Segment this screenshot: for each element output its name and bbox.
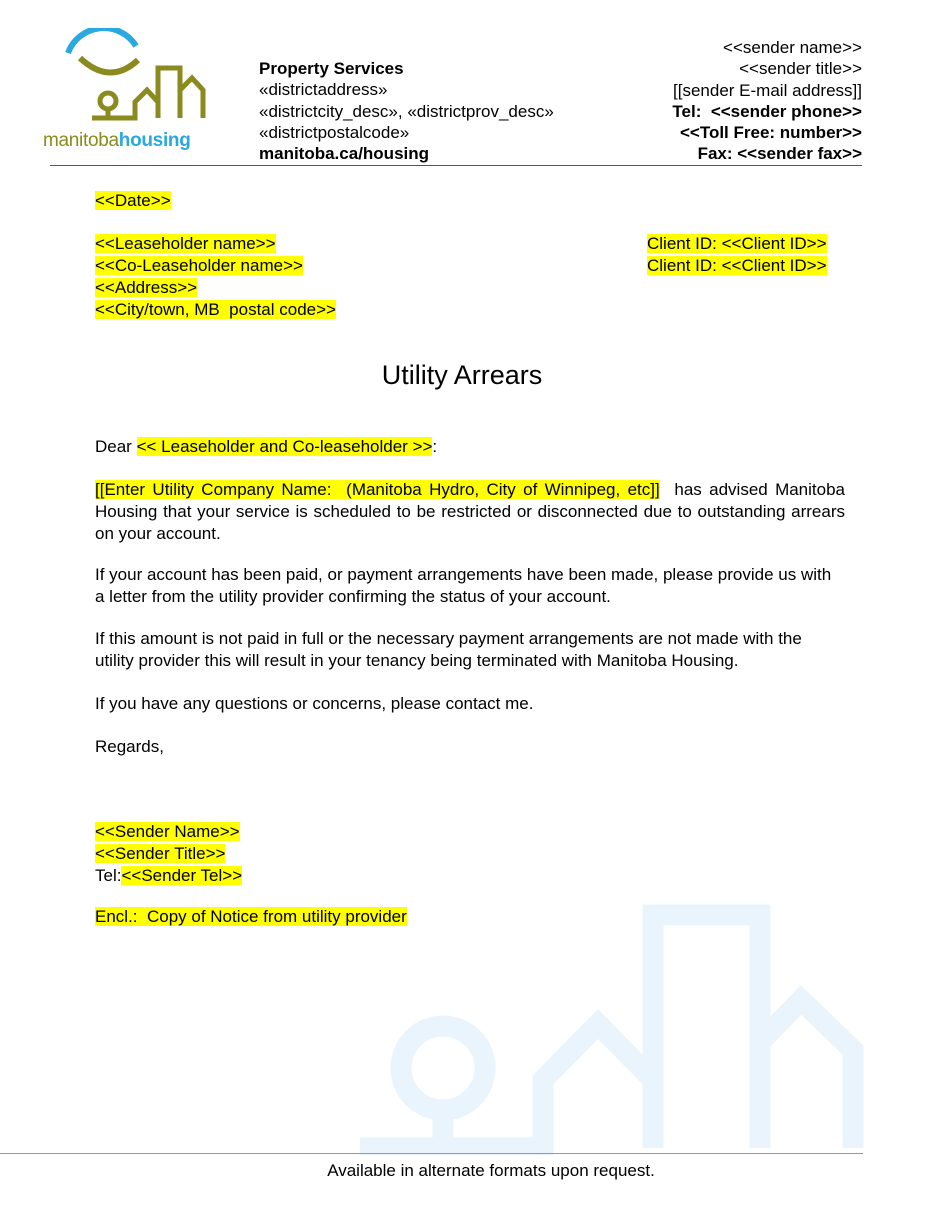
client-id: Client ID: <<Client ID>> — [647, 256, 827, 275]
recipient-city: <<City/town, MB postal code>> — [95, 300, 336, 319]
footer-divider — [0, 1153, 863, 1154]
tel-label: Tel: — [95, 866, 122, 885]
salutation — [95, 436, 845, 458]
paragraph-1 — [95, 479, 850, 545]
letter-title: Utility Arrears — [381, 360, 543, 390]
header-divider — [50, 165, 862, 166]
closing: Regards, — [95, 737, 164, 756]
sender-name-header: <<sender name>> — [723, 38, 862, 57]
sender-name: <<Sender Name>> — [95, 822, 240, 841]
date-field: <<Date>> — [95, 191, 171, 210]
client-id-block — [647, 233, 827, 277]
sender-tel: <<Sender Tel>> — [121, 866, 243, 885]
address-line: «districtcity_desc», «districtprov_desc» — [259, 101, 554, 121]
client-id: Client ID: <<Client ID>> — [647, 234, 827, 253]
sender-title: <<Sender Title>> — [95, 844, 226, 863]
paragraph-3: If this amount is not paid in full or the necessary payment arrangements are not made with the utility provider this will result in your tenancy being terminated with Manitoba Housing. — [95, 629, 802, 670]
housing-watermark-icon — [360, 880, 870, 1155]
footer-text: Available in alternate formats upon request. — [327, 1161, 655, 1180]
sender-title-header: <<sender title>> — [739, 59, 862, 79]
salutation-suffix: : — [432, 437, 438, 456]
fax-header: Fax: <<sender fax>> — [697, 144, 862, 164]
recipient-address: <<Address>> — [95, 278, 198, 297]
signature-block — [95, 821, 242, 887]
sender-phone-header: Tel: <<sender phone>> — [672, 101, 862, 121]
logo-text-housing: housing — [118, 130, 191, 151]
enclosure-note: Encl.: Copy of Notice from utility provider — [95, 907, 407, 926]
toll-free-header: <<Toll Free: number>> — [679, 123, 862, 143]
paragraph-4: If you have any questions or concerns, please contact me. — [95, 694, 534, 713]
paragraph-1-text: has advised Manitoba Housing that your service is scheduled to be restricted or disconnected due to outstanding arrears on your account. — [95, 480, 850, 543]
org-name: Property Services — [259, 59, 404, 78]
leaseholder-name: <<Leaseholder name>> — [95, 234, 276, 253]
paragraph-2: If your account has been paid, or payment arrangements have been made, please provide us with a letter from the utility provider confirming the status of your account. — [95, 565, 832, 606]
sender-email-header: [[sender E-mail address]] — [673, 80, 862, 100]
utility-company-placeholder: [[Enter Utility Company Name: (Manitoba Hydro, City of Winnipeg, etc]] — [95, 480, 660, 499]
salutation-name: << Leaseholder and Co-leaseholder >> — [136, 437, 433, 456]
salutation-prefix: Dear — [95, 437, 137, 456]
manitoba-housing-logo — [40, 28, 210, 153]
co-leaseholder-name: <<Co-Leaseholder name>> — [95, 256, 303, 275]
website-link[interactable]: manitoba.ca/housing — [259, 144, 430, 164]
address-line: «districtaddress» — [259, 80, 388, 100]
logo-mark-icon — [40, 28, 210, 123]
district-address-block — [259, 58, 554, 164]
sender-contact-block — [672, 37, 862, 165]
logo-text-manitoba: manitoba — [43, 130, 119, 151]
recipient-block — [95, 233, 336, 321]
address-line: «districtpostalcode» — [259, 122, 410, 142]
